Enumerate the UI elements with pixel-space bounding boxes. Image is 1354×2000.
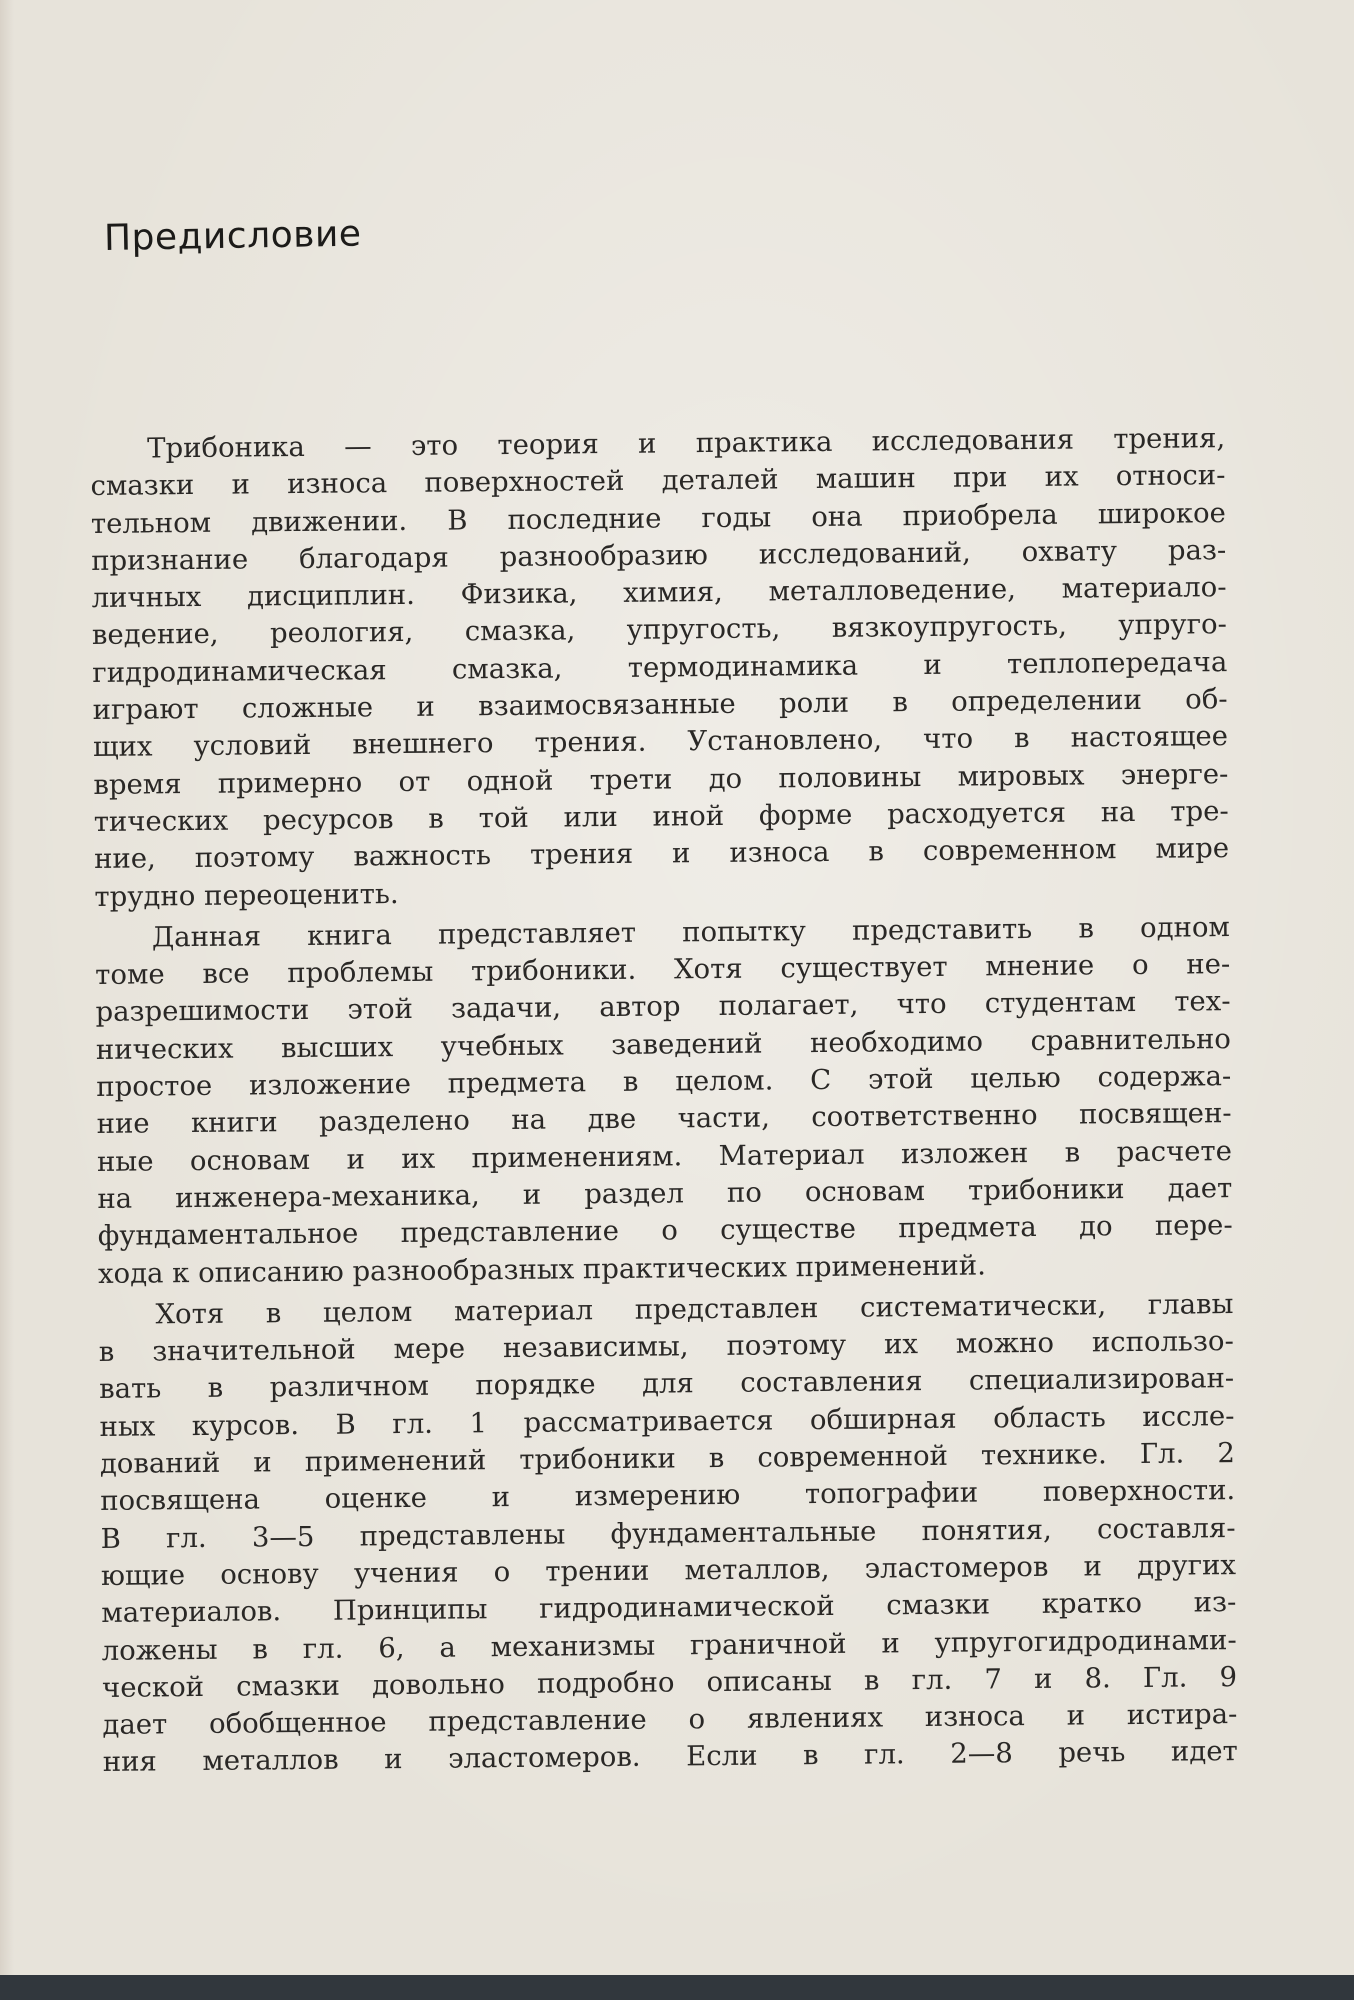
- page-heading: Предисловие: [103, 213, 362, 259]
- text-line: ные основам и их применениям. Материал изложен в расчете: [96, 1134, 1233, 1178]
- text-line: личных дисциплин. Физика, химия, металловедение, материало-: [91, 571, 1227, 615]
- text-line: Хотя в целом материал представлен систематически, главы: [155, 1287, 1234, 1331]
- text-line: Трибоника — это теория и практика исследования трения,: [147, 422, 1226, 465]
- text-line: щих условий внешнего трения. Установлено, что в настоящее: [92, 720, 1229, 764]
- text-line: гидродинамическая смазка, термодинамика и теплопередача: [92, 645, 1228, 689]
- text-line: время примерно от одной трети до половины мировых энерге-: [93, 757, 1229, 801]
- text-line: Данная книга представляет попытку представить в одном: [151, 910, 1230, 954]
- text-line: хода к описанию разнообразных практических применений.: [97, 1248, 987, 1290]
- text-line: признание благодаря разнообразию исследований, охвату раз-: [91, 533, 1227, 577]
- text-line: ных курсов. В гл. 1 рассматривается обширная область иссле-: [99, 1399, 1235, 1443]
- text-line: нических высших учебных заведений необходимо сравнительно: [95, 1022, 1232, 1066]
- text-line: ющие основу учения о трении металлов, эластомеров и других: [100, 1548, 1237, 1592]
- text-line: разрешимости этой задачи, автор полагает, что студентам тех-: [95, 985, 1231, 1029]
- text-line: дований и применений трибоники в современной технике. Гл. 2: [99, 1437, 1236, 1480]
- body-text: [90, 420, 1238, 1782]
- text-line: тических ресурсов в той или иной форме расходуется на тре-: [93, 795, 1229, 838]
- text-line: фундаментальное представление о существе предмета до пере-: [97, 1209, 1233, 1253]
- text-line: смазки и износа поверхностей деталей машин при их относи-: [90, 459, 1226, 503]
- text-line: на инженера-механика, и раздел по основам трибоники дает: [97, 1172, 1233, 1215]
- text-line: играют сложные и взаимосвязанные роли в определении об-: [92, 683, 1228, 727]
- text-line: тельном движении. В последние годы она приобрела широкое: [90, 496, 1226, 540]
- text-line: простое изложение предмета в целом. С этой целью содержа-: [96, 1060, 1232, 1104]
- background-surface: [0, 1975, 1354, 2000]
- text-line: В гл. 3—5 представлены фундаментальные понятия, составля-: [100, 1511, 1236, 1555]
- paragraph-3: [98, 1286, 1238, 1782]
- paragraph-1: [90, 420, 1230, 916]
- text-line: ние, поэтому важность трения и износа в современном мире: [93, 832, 1230, 876]
- text-line: посвящена оценке и измерению топографии поверхности.: [100, 1474, 1236, 1518]
- paragraph-2: [95, 909, 1234, 1293]
- text-line: ческой смазки довольно подробно описаны в гл. 7 и 8. Гл. 9: [101, 1660, 1238, 1704]
- text-line: ведение, реология, смазка, упругость, вязкоупругость, упруго-: [91, 608, 1228, 652]
- text-line: ния металлов и эластомеров. Если в гл. 2—8 речь идет: [102, 1735, 1238, 1779]
- text-line: дает обобщенное представление о явлениях износа и истира-: [102, 1698, 1238, 1742]
- text-line: материалов. Принципы гидродинамической смазки кратко из-: [101, 1586, 1237, 1630]
- text-line: ложены в гл. 6, а механизмы граничной и упругогидродинами-: [101, 1623, 1237, 1667]
- text-line: ние книги разделено на две части, соответственно посвящен-: [96, 1097, 1232, 1141]
- text-line: в значительной мере независимы, поэтому их можно использо-: [98, 1325, 1234, 1369]
- text-line: вать в различном порядке для составления специализирован-: [99, 1362, 1235, 1406]
- text-line: томе все проблемы трибоники. Хотя существует мнение о не-: [95, 948, 1231, 992]
- text-line: трудно переоценить.: [94, 877, 399, 913]
